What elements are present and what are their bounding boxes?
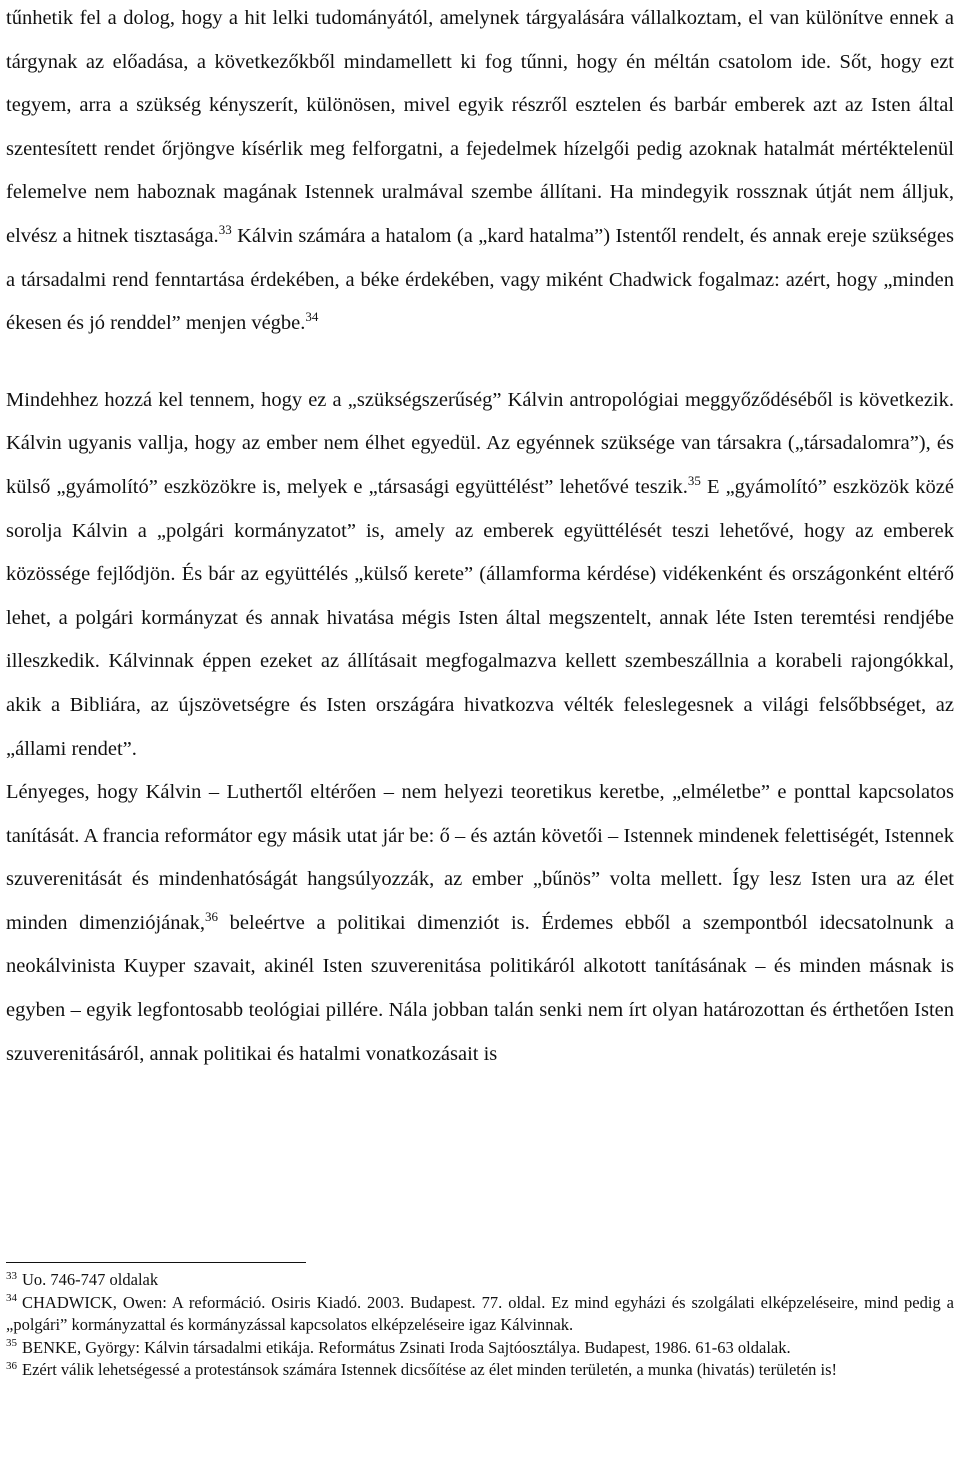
footnote-number: 34 [6, 1292, 17, 1305]
footnote-ref-34[interactable]: 34 [305, 309, 319, 325]
footnote-number: 35 [6, 1337, 17, 1350]
paragraph-3-text-a: Lényeges, hogy Kálvin – Luthertől eltérően – nem helyezi teoretikus keretbe, „elméletbe” e ponttal kapcsolatos tanítását. A francia reformátor egy másik utat jár be: ő – és aztán követői – Istennek mindenek felettiségét, Istennek szuverenitását és mindenhatóságát hangsúlyozzák, az ember „bűnös” volta mellett. Így lesz Isten ura az élet minden dimenziójának, [6, 781, 954, 934]
footnote-36 [6, 1359, 954, 1382]
footnotes [6, 1269, 954, 1382]
footnote-35 [6, 1337, 954, 1360]
footnote-ref-33[interactable]: 33 [218, 222, 232, 238]
footnote-ref-35[interactable]: 35 [687, 473, 701, 489]
footnote-number: 36 [6, 1359, 17, 1372]
paragraph-2 [6, 379, 954, 771]
footnote-text: Ezért válik lehetségessé a protestánsok számára Istennek dicsőítése az élet minden területén, a munka (hivatás) területén is! [22, 1360, 838, 1380]
footnote-33 [6, 1269, 954, 1292]
paragraph-2-text-a: Mindehhez hozzá kel tennem, hogy ez a „szükségszerűség” Kálvin antropológiai meggyőződéséből is következik. Kálvin ugyanis vallja, hogy az ember nem élhet egyedül. Az egyénnek szüksége van társakra („társadalomra”), és külső „gyámolító” eszközökre is, melyek e „társasági együttélést” lehetővé teszik. [6, 388, 954, 498]
footnote-text: CHADWICK, Owen: A reformáció. Osiris Kiadó. 2003. Budapest. 77. oldal. Ez mind egyházi és szolgálati elképzeléseire, mind pedig a „polgári” kormányzattal és kormányzással kapcsolatos elképzeléseire igaz Kálvinnak. [6, 1292, 954, 1335]
paragraph-3-text-b: beleértve a politikai dimenziót is. Érdemes ebből a szempontból idecsatolnunk a neokálvinista Kuyper szavait, akinél Isten szuverenitása politikáról alkotott tanításának – és minden másnak is egyben – egyik legfontosabb teológiai pillére. Nála jobban talán senki nem írt olyan határozottan és érthetően Isten szuverenitásáról, annak politikai és hatalmi vonatkozásait is [6, 911, 954, 1065]
paragraph-2-text-b: E „gyámolító” eszközök közé sorolja Kálvin a „polgári kormányzatot” is, amely az emberek együttélését teszi lehetővé, hogy az emberek közössége fejlődjön. És bár az együttélés „külső kerete” (államforma kérdése) vidékenként és országonként eltérő lehet, a polgári kormányzat és annak hivatása mégis Isten által megszentelt, annak léte Isten teremtési rendjébe illeszkedik. Kálvinnak éppen ezeket az állításait megfogalmazva kellett szembeszállnia a korabeli rajongókkal, akik a Bibliára, az újszövetségre és Isten országára hivatkozva vélték feleslegesnek a világi felsőbbséget, az „állami rendet”. [6, 475, 954, 760]
footnote-ref-36[interactable]: 36 [204, 909, 218, 925]
paragraph-1-text-b: Kálvin számára a hatalom (a „kard hatalma”) Istentől rendelt, és annak ereje szükséges a társadalmi rend fenntartása érdekében, a béke érdekében, vagy miként Chadwick fogalmaz: azért, hogy „minden ékesen és jó renddel” menjen végbe. [6, 224, 955, 335]
document-page [6, 0, 955, 1380]
footnote-34 [6, 1292, 954, 1337]
footnote-text: BENKE, György: Kálvin társadalmi etikája. Református Zsinati Iroda Sajtóosztálya. Budapest, 1986. 61-63 oldalak. [22, 1337, 791, 1357]
footnote-number: 33 [6, 1269, 17, 1282]
footnote-separator [6, 1262, 306, 1263]
paragraph-1-text-a: tűnhetik fel a dolog, hogy a hit lelki tudományától, amelynek tárgyalására vállalkoztam, el van különítve ennek a tárgynak az előadása, a következőkből mindamellett ki fog tűnni, hogy én méltán csatolom ide. Sőt, hogy ezt tegyem, arra a szükség kényszerít, különösen, mivel egyik részről esztelen és barbár emberek azt az Isten által szentesített rendet őrjöngve kísérlik meg felforgatni, a fejedelmek hízelgői pedig azoknak hatalmát mértéktelenül felemelve nem haboznak magának Istennek uralmával szembe állítani. Ha mindegyik rossznak útját nem álljuk, elvész a hitnek tisztasága. [6, 7, 954, 247]
paragraph-3 [6, 771, 954, 1076]
paragraph-1 [6, 0, 954, 346]
footnote-text: Uo. 746-747 oldalak [22, 1270, 159, 1289]
